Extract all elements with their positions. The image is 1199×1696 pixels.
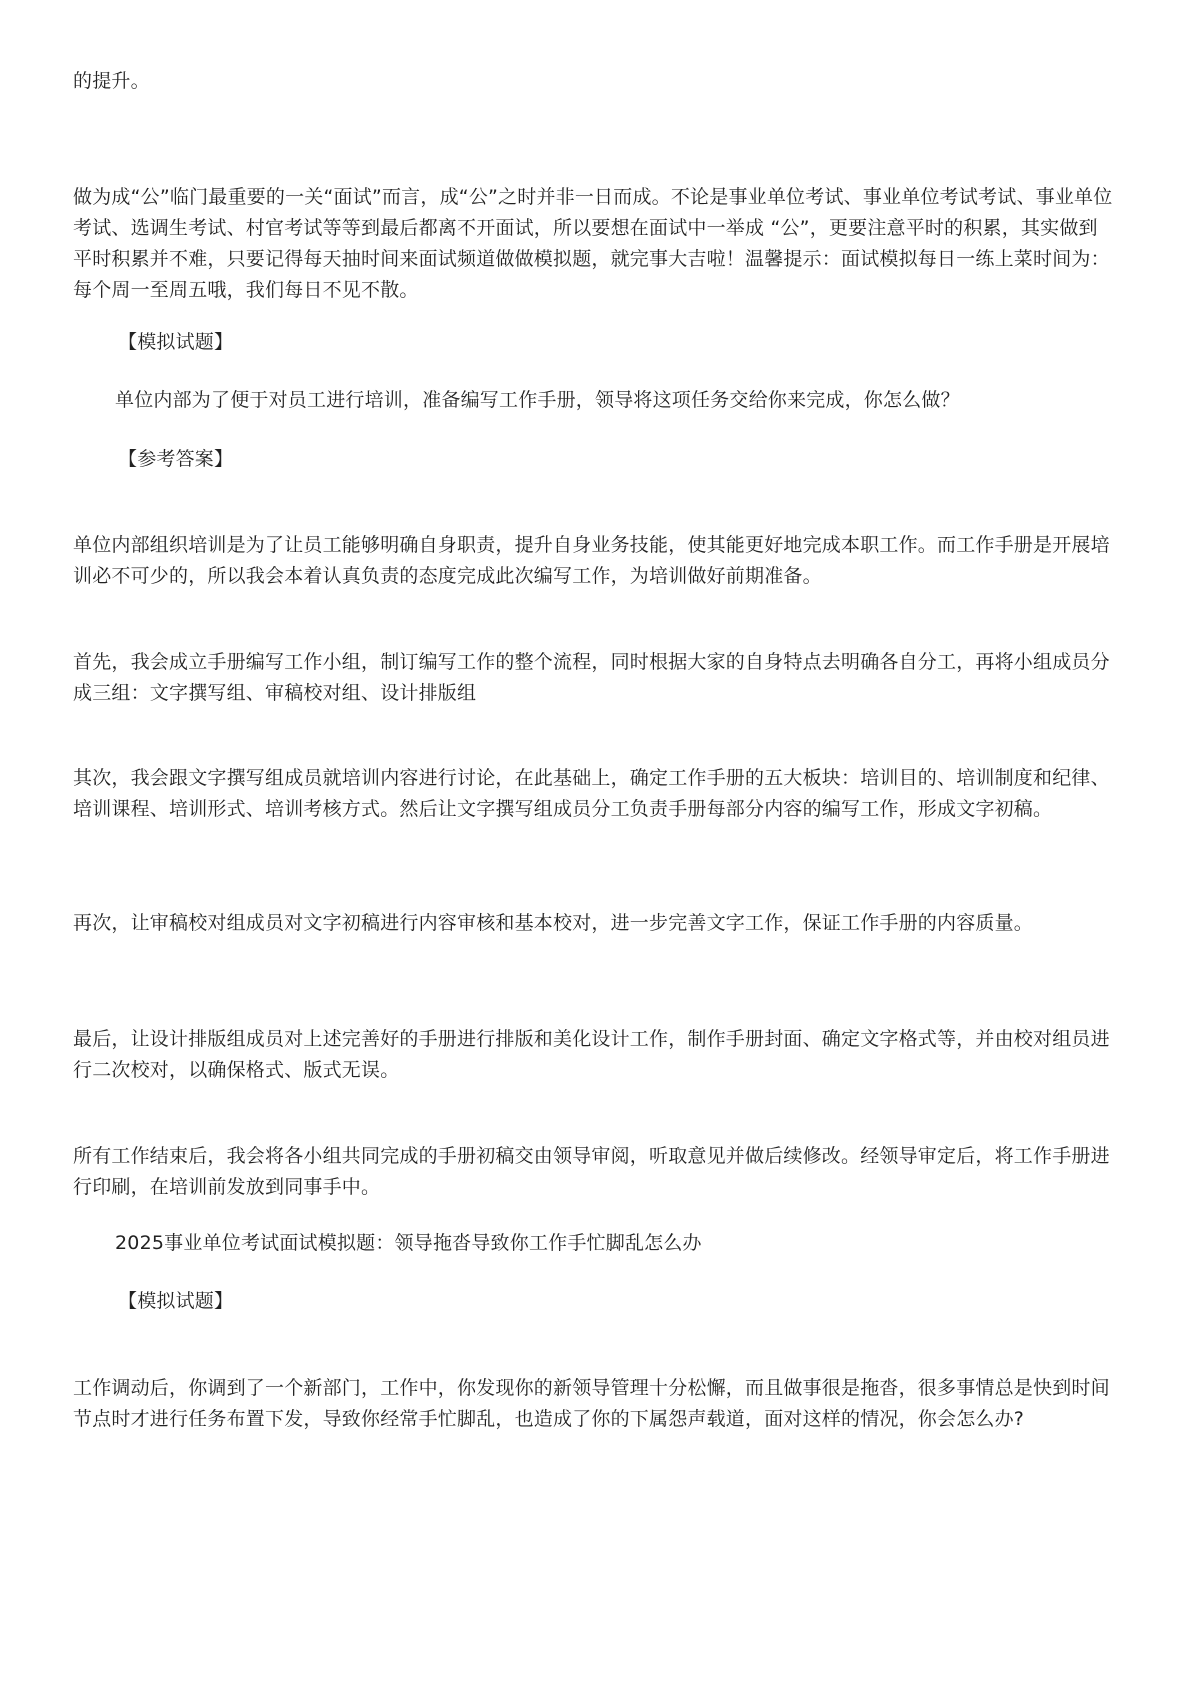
paragraph-question-2-text: 工作调动后，你调到了一个新部门，工作中，你发现你的新领导管理十分松懈，而且做事很是拖沓，很多事情总是快到时间节点时才进行任务布置下发，导致你经常手忙脚乱，也造成了你的下属怨声载道，面对这样的情况，你会怎么办? [73, 1377, 1110, 1430]
heading-reference-answer: 【参考答案】 [118, 448, 234, 470]
paragraph-intro-tail: 的提升。 [73, 70, 150, 92]
paragraph-answer-first: 首先，我会成立手册编写工作小组，制订编写工作的整个流程，同时根据大家的自身特点去明确各自分工，再将小组成员分成三组：文字撰写组、审稿校对组、设计排版组 [73, 651, 1110, 704]
heading-mock-question-2: 【模拟试题】 [118, 1290, 234, 1312]
paragraph-answer-last: 最后，让设计排版组成员对上述完善好的手册进行排版和美化设计工作，制作手册封面、确定文字格式等，并由校对组员进行二次校对，以确保格式、版式无误。 [73, 1028, 1110, 1081]
paragraph-answer-third: 再次，让审稿校对组成员对文字初稿进行内容审核和基本校对，进一步完善文字工作，保证工作手册的内容质量。 [73, 912, 1034, 934]
paragraph-answer-second: 其次，我会跟文字撰写组成员就培训内容进行讨论，在此基础上，确定工作手册的五大板块：培训目的、培训制度和纪律、培训课程、培训形式、培训考核方式。然后让文字撰写组成员分工负责手册每部分内容的编写工作，形成文字初稿。 [73, 767, 1110, 820]
heading-mock-question: 【模拟试题】 [118, 331, 234, 353]
paragraph-answer-intro: 单位内部组织培训是为了让员工能够明确自身职责，提升自身业务技能，使其能更好地完成本职工作。而工作手册是开展培训必不可少的，所以我会本着认真负责的态度完成此次编写工作，为培训做好前期准备。 [73, 534, 1110, 587]
article-subtitle: 2025事业单位考试面试模拟题：领导拖沓导致你工作手忙脚乱怎么办 [115, 1232, 702, 1254]
paragraph-answer-conclusion: 所有工作结束后，我会将各小组共同完成的手册初稿交由领导审阅，听取意见并做后续修改。经领导审定后，将工作手册进行印刷，在培训前发放到同事手中。 [73, 1145, 1110, 1198]
paragraph-question-text: 单位内部为了便于对员工进行培训，准备编写工作手册，领导将这项任务交给你来完成，你怎么做？ [115, 389, 960, 411]
paragraph-interview-intro: 做为成“公”临门最重要的一关“面试”而言，成“公”之时并非一日而成。不论是事业单位考试、事业单位考试考试、事业单位考试、选调生考试、村官考试等等到最后都离不开面试，所以要想在面试中一举成 “公”，更要注意平时的积累，其实做到平时积累并不难，只要记得每天抽时间来面试频道做做模拟题，就完事大吉啦！温馨提示：面试模拟每日一练上菜时间为：每个周一至周五哦，我们每日不见不散。 [73, 186, 1113, 301]
